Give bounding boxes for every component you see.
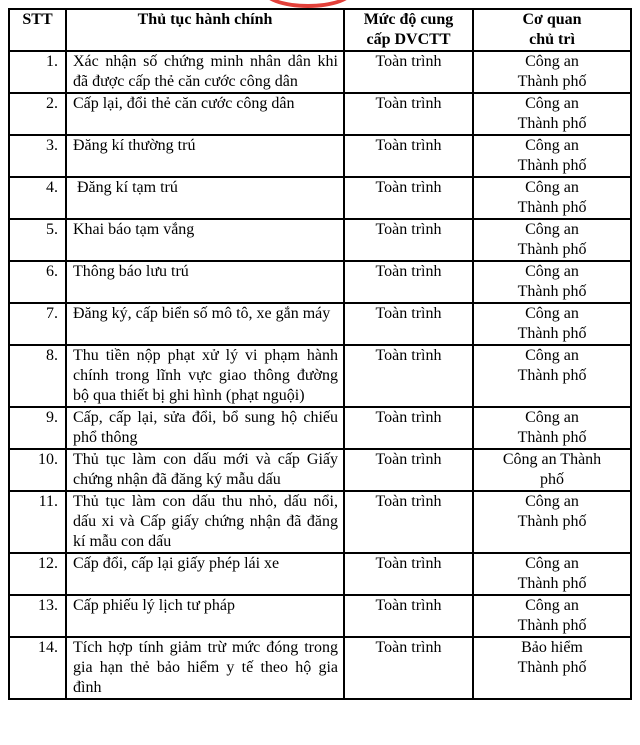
agency-cell [473,219,631,261]
procedures-table [8,8,632,700]
service-level-cell: Toàn trình [344,345,473,407]
table-row [9,491,631,553]
text-line: Thành phố [517,283,587,300]
row-number-cell: 14. [9,637,66,699]
agency-cell [473,135,631,177]
header-stt: STT [9,9,66,51]
agency-cell [473,303,631,345]
service-level-cell: Toàn trình [344,553,473,595]
text-line: Thành phố [517,325,587,342]
row-number-cell: 13. [9,595,66,637]
service-level-cell: Toàn trình [344,219,473,261]
text-line: Công an [525,179,579,196]
text-line: chủ trì [529,31,575,48]
agency-cell [473,491,631,553]
text-line: Thành phố [517,199,587,216]
agency-cell [473,93,631,135]
text-line: Thành phố [517,367,587,384]
row-number-cell: 12. [9,553,66,595]
text-line: Thành phố [517,429,587,446]
text-line: Thành phố [517,73,587,90]
table-row [9,407,631,449]
service-level-cell: Toàn trình [344,449,473,491]
service-level-cell: Toàn trình [344,93,473,135]
table-row [9,449,631,491]
text-line: Mức độ cung [363,11,454,28]
agency-cell [473,407,631,449]
header-agency [473,9,631,51]
service-level-cell: Toàn trình [344,261,473,303]
text-line: Thành phố [517,513,587,530]
text-line: Thành phố [517,115,587,132]
agency-cell [473,449,631,491]
procedure-cell: Cấp, cấp lại, sửa đổi, bổ sung hộ chiếu phổ thông [66,407,344,449]
table-row [9,177,631,219]
procedure-cell: Thủ tục làm con dấu mới và cấp Giấy chứng nhận đã đăng ký mẫu dấu [66,449,344,491]
header-procedure: Thủ tục hành chính [66,9,344,51]
procedure-cell: Thủ tục làm con dấu thu nhỏ, dấu nổi, dấu xi và Cấp giấy chứng nhận đã đăng kí mẫu con dấu [66,491,344,553]
text-line: Công an [525,555,579,572]
text-line: Thành phố [517,617,587,634]
procedure-cell: Cấp đổi, cấp lại giấy phép lái xe [66,553,344,595]
row-number-cell: 3. [9,135,66,177]
row-number-cell: 11. [9,491,66,553]
procedure-cell: Thông báo lưu trú [66,261,344,303]
service-level-cell: Toàn trình [344,407,473,449]
procedure-cell: Khai báo tạm vắng [66,219,344,261]
procedure-cell: Tích hợp tính giảm trừ mức đóng trong gia hạn thẻ bảo hiểm y tế theo hộ gia đình [66,637,344,699]
row-number-cell: 7. [9,303,66,345]
row-number-cell: 2. [9,93,66,135]
table-row [9,135,631,177]
text-line: Thành phố [517,157,587,174]
table-row [9,345,631,407]
text-line: Cơ quan [522,11,582,28]
agency-cell [473,595,631,637]
table-row [9,219,631,261]
table-header [9,9,631,51]
table-row [9,93,631,135]
text-line: Công an [525,263,579,280]
text-line: Công an [525,347,579,364]
procedure-cell: Cấp phiếu lý lịch tư pháp [66,595,344,637]
text-line: Công an [525,53,579,70]
row-number-cell: 10. [9,449,66,491]
service-level-cell: Toàn trình [344,177,473,219]
text-line: Thành phố [517,575,587,592]
table-row [9,51,631,93]
service-level-cell: Toàn trình [344,491,473,553]
text-line: Công an [525,305,579,322]
text-line: phố [540,471,564,488]
text-line: Công an [525,597,579,614]
table-row [9,261,631,303]
text-line: Thành phố [517,241,587,258]
table-row [9,595,631,637]
row-number-cell: 5. [9,219,66,261]
procedure-cell: Đăng kí thường trú [66,135,344,177]
agency-cell [473,345,631,407]
service-level-cell: Toàn trình [344,637,473,699]
text-line: Thành phố [517,659,587,676]
agency-cell [473,553,631,595]
red-circle-annotation [262,0,354,8]
header-service-level [344,9,473,51]
row-number-cell: 4. [9,177,66,219]
text-line: Công an [525,409,579,426]
text-line: Công an [525,221,579,238]
agency-cell [473,51,631,93]
service-level-cell: Toàn trình [344,303,473,345]
agency-cell [473,177,631,219]
row-number-cell: 6. [9,261,66,303]
procedure-cell: Đăng ký, cấp biển số mô tô, xe gắn máy [66,303,344,345]
row-number-cell: 8. [9,345,66,407]
text-line: Bảo hiểm [521,639,583,656]
service-level-cell: Toàn trình [344,135,473,177]
text-line: Công an Thành [502,451,602,468]
agency-cell [473,261,631,303]
table-row [9,303,631,345]
row-number-cell: 9. [9,407,66,449]
text-line: Công an [525,137,579,154]
table-row [9,637,631,699]
text-line: Công an [525,95,579,112]
service-level-cell: Toàn trình [344,51,473,93]
procedure-cell: Xác nhận số chứng minh nhân dân khi đã được cấp thẻ căn cước công dân [66,51,344,93]
text-line: Công an [525,493,579,510]
procedure-cell: Thu tiền nộp phạt xử lý vi phạm hành chính trong lĩnh vực giao thông đường bộ qua thiết bị ghi hình (phạt nguội) [66,345,344,407]
table-header-row [9,9,631,51]
service-level-cell: Toàn trình [344,595,473,637]
table-body [9,51,631,699]
agency-cell [473,637,631,699]
row-number-cell: 1. [9,51,66,93]
text-line: cấp DVCTT [366,31,451,48]
table-row [9,553,631,595]
procedure-cell: Cấp lại, đổi thẻ căn cước công dân [66,93,344,135]
procedure-cell: Đăng kí tạm trú [66,177,344,219]
